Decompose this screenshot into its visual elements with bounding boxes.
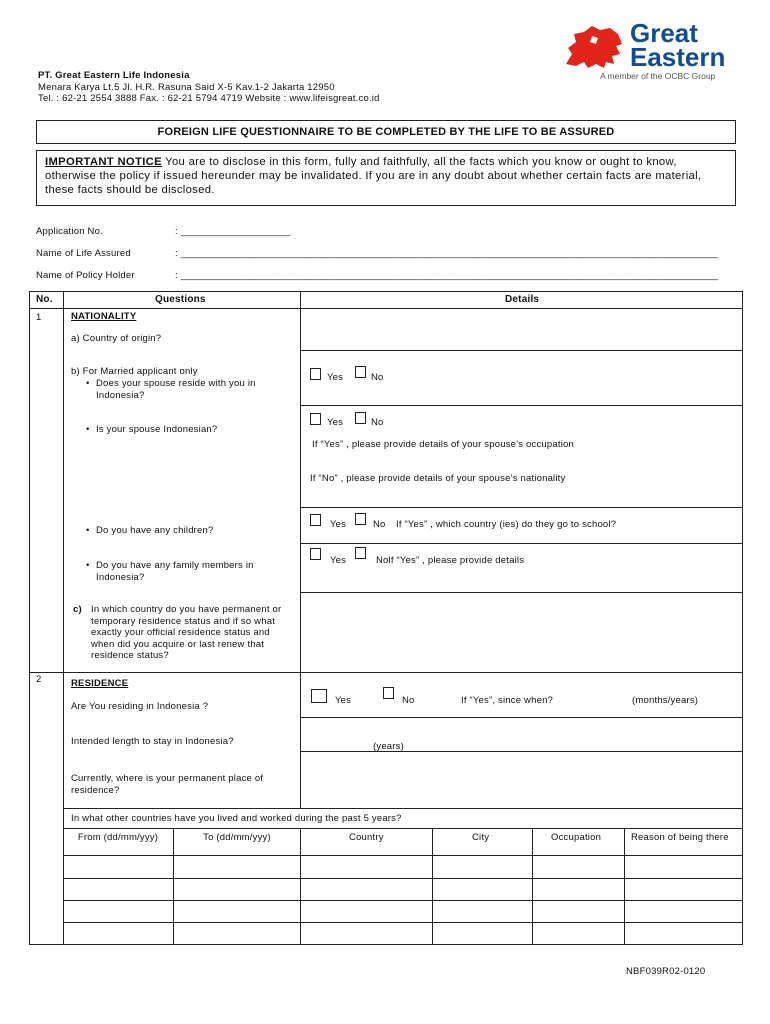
since-when-prompt: If “Yes”, since when? bbox=[461, 695, 554, 706]
policy-holder-label: Name of Policy Holder bbox=[36, 270, 135, 281]
bullet: • bbox=[86, 378, 90, 389]
bullet: • bbox=[86, 560, 90, 571]
question-c-label: c) bbox=[73, 604, 82, 615]
family-no-checkbox[interactable] bbox=[355, 547, 366, 559]
children-yes-checkbox[interactable] bbox=[310, 514, 321, 526]
spouse-indonesian-no-checkbox[interactable] bbox=[355, 412, 366, 424]
application-no-label: Application No. bbox=[36, 226, 103, 237]
bullet: • bbox=[86, 424, 90, 435]
grid-header-from: From (dd/mm/yyy) bbox=[77, 832, 159, 843]
question-intended-stay: Intended length to stay in Indonesia? bbox=[71, 736, 234, 747]
residing-no-label: No bbox=[402, 695, 415, 706]
grid-header-occupation: Occupation bbox=[551, 832, 602, 843]
years-unit: (years) bbox=[373, 741, 404, 752]
question-residence-status: In which country do you have permanent or temporary residence status and if so what exactly your official residence status and when did you acquire or last renew that residence status? bbox=[91, 604, 282, 661]
family-yes-checkbox[interactable] bbox=[310, 548, 321, 560]
bullet: • bbox=[86, 525, 90, 536]
notice-text: You are to disclose in this form, fully and faithfully, all the facts which you know or ought to know, otherwise the policy if issued hereunder may be invalidated. If you are in any doubt about whether certain facts are material, these facts should be disclosed. bbox=[45, 156, 702, 196]
spouse-reside-no-label: No bbox=[371, 372, 384, 383]
children-no-label: No bbox=[373, 519, 386, 530]
spouse-reside-yes-label: Yes bbox=[327, 372, 344, 383]
company-logo bbox=[562, 20, 732, 82]
title-box bbox=[36, 120, 736, 144]
section2-heading: RESIDENCE bbox=[71, 678, 129, 689]
spouse-reside-no-checkbox[interactable] bbox=[355, 366, 366, 378]
section1-number: 1 bbox=[36, 312, 42, 323]
children-school-prompt: If “Yes” , which country (ies) do they go to school? bbox=[396, 519, 617, 530]
children-no-checkbox[interactable] bbox=[355, 513, 366, 525]
question-other-countries: In what other countries have you lived and worked during the past 5 years? bbox=[71, 813, 402, 824]
form-title: FOREIGN LIFE QUESTIONNAIRE TO BE COMPLETED BY THE LIFE TO BE ASSURED bbox=[157, 126, 615, 138]
lion-icon bbox=[562, 24, 626, 70]
notice-box bbox=[36, 150, 736, 206]
question-spouse-reside: Does your spouse reside with you in Indonesia? bbox=[96, 378, 256, 401]
grid-header-to: To (dd/mm/yyy) bbox=[203, 832, 271, 843]
logo-tagline: A member of the OCBC Group bbox=[600, 71, 716, 81]
life-assured-field[interactable]: : __________________________________________________________________________________________________ bbox=[175, 248, 719, 259]
residing-no-checkbox[interactable] bbox=[383, 687, 394, 699]
policy-holder-field[interactable]: : __________________________________________________________________________________________________ bbox=[175, 270, 719, 281]
grid-header-country: Country bbox=[349, 832, 384, 843]
family-details-prompt: If “Yes” , please provide details bbox=[388, 555, 525, 566]
application-no-field[interactable]: : ____________________ bbox=[175, 226, 291, 237]
question-spouse-indonesian: Is your spouse Indonesian? bbox=[96, 424, 218, 435]
residing-yes-checkbox[interactable] bbox=[311, 689, 327, 703]
residing-yes-label: Yes bbox=[335, 695, 352, 706]
form-code: NBF039R02-0120 bbox=[626, 966, 706, 977]
notice-label: IMPORTANT NOTICE bbox=[45, 156, 162, 168]
married-applicant-intro: b) For Married applicant only bbox=[71, 366, 198, 377]
brand-line1: Great bbox=[630, 18, 698, 48]
question-country-origin: a) Country of origin? bbox=[71, 333, 162, 344]
question-family-members: Do you have any family members in Indonesia? bbox=[96, 560, 254, 583]
question-permanent-residence: Currently, where is your permanent place of residence? bbox=[71, 773, 264, 796]
family-yes-label: Yes bbox=[330, 555, 347, 566]
spouse-indonesian-no-label: No bbox=[371, 417, 384, 428]
col-header-details: Details bbox=[505, 294, 540, 305]
col-header-no: No. bbox=[36, 294, 53, 305]
spouse-indonesian-yes-checkbox[interactable] bbox=[310, 413, 321, 425]
col-header-questions: Questions bbox=[155, 294, 206, 305]
company-address: Menara Karya Lt.5 Jl. H.R. Rasuna Said X-5 Kav.1-2 Jakarta 12950 bbox=[38, 82, 335, 93]
question-residing-indonesia: Are You residing in Indonesia ? bbox=[71, 701, 209, 712]
spouse-indonesian-yes-label: Yes bbox=[327, 417, 344, 428]
children-yes-label: Yes bbox=[330, 519, 347, 530]
family-no-label: No bbox=[376, 555, 389, 566]
spouse-reside-yes-checkbox[interactable] bbox=[310, 368, 321, 380]
spouse-occupation-prompt: If “Yes” , please provide details of your spouse’s occupation bbox=[312, 439, 574, 450]
spouse-nationality-prompt: If “No” , please provide details of your spouse’s nationality bbox=[310, 473, 566, 484]
question-children: Do you have any children? bbox=[96, 525, 214, 536]
section1-heading: NATIONALITY bbox=[71, 311, 137, 322]
months-years-unit: (months/years) bbox=[632, 695, 699, 706]
company-contact: Tel. : 62-21 2554 3888 Fax. : 62-21 5794 4719 Website : www.lifeisgreat.co.id bbox=[38, 93, 380, 104]
brand-line2: Eastern bbox=[630, 42, 726, 72]
grid-header-city: City bbox=[472, 832, 490, 843]
grid-header-reason: Reason of being there bbox=[631, 832, 729, 843]
section2-number: 2 bbox=[36, 674, 42, 685]
life-assured-label: Name of Life Assured bbox=[36, 248, 131, 259]
company-name: PT. Great Eastern Life Indonesia bbox=[38, 70, 190, 81]
